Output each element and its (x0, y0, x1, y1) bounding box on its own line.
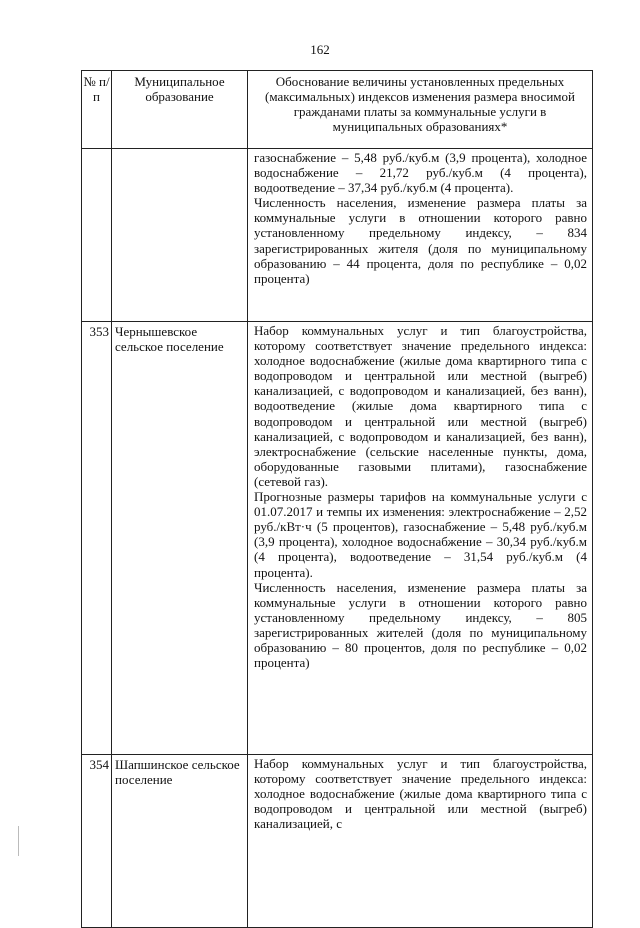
row-justification (248, 149, 593, 322)
paragraph: Численность населения, изменение размера платы за коммунальные услуги в отношении которого равно установленному предельному индексу, – 834 зарегистрированных жителя (доля по муниципальному образованию – 44 процента, доля по республике – 0,02 процента) (254, 195, 587, 286)
paragraph: Численность населения, изменение размера платы за коммунальные услуги в отношении которого равно установленному предельному индексу, – 805 зарегистрированных жителей (доля по муниципальному образованию – 80 процентов, доля по республике – 0,02 процента) (254, 579, 587, 671)
header-justification: Обоснование величины установленных предельных (максимальных) индексов изменения размера вносимой гражданами платы за коммунальные услуги в муниципальных образованиях* (248, 71, 593, 149)
tariff-table (81, 70, 593, 928)
row-num: 353 (82, 322, 112, 755)
paragraph: Набор коммунальных услуг и тип благоустройства, которому соответствует значение предельного индекса: холодное водоснабжение (жилые дома квартирного типа с водопроводом и центральной или местной (выгреб) канализацией, с (254, 756, 587, 832)
row-justification (248, 322, 593, 755)
row-municipality (112, 149, 248, 322)
row-num (82, 149, 112, 322)
page-number: 162 (310, 42, 330, 57)
row-municipality: Шапшинское сельское поселение (112, 755, 248, 928)
row-justification (248, 755, 593, 928)
header-municipality: Муниципальное образование (112, 71, 248, 149)
table-row-354 (82, 755, 593, 928)
row-municipality: Чернышевское сельское поселение (112, 322, 248, 755)
paragraph: Набор коммунальных услуг и тип благоустройства, которому соответствует значение предельного индекса: холодное водоснабжение (жилые дома квартирного типа с водопроводом и центральной или местной (выгреб) канализацией, с водопроводом и канализацией, без ванн), водоотведение (жилые дома квартирного типа с водопроводом и центральной или местной (выгреб) канализацией, с водопроводом и канализацией, без ванн), электроснабжение (сельские населенные пункты, дома, оборудованные газовыми плитами), газоснабжение (сетевой газ). (254, 323, 587, 489)
paragraph: газоснабжение – 5,48 руб./куб.м (3,9 процента), холодное водоснабжение – 21,72 руб./куб.м (4 процента), водоотведение – 37,34 руб./куб.м (4 процента). (254, 150, 587, 196)
table-row-353 (82, 322, 593, 755)
paragraph: Прогнозные размеры тарифов на коммунальные услуги с 01.07.2017 и темпы их изменения: электроснабжение – 2,52 руб./кВт·ч (5 процентов), газоснабжение – 5,48 руб./куб.м (3,9 процента), холодное водоснабжение – 30,34 руб./куб.м (4 процента), водоотведение – 31,54 руб./куб.м (4 процента). (254, 489, 587, 580)
table-header-row (82, 71, 593, 149)
header-num: № п/п (82, 71, 112, 149)
row-num: 354 (82, 755, 112, 928)
table-row-continuation (82, 149, 593, 322)
scan-margin-mark (18, 826, 19, 856)
